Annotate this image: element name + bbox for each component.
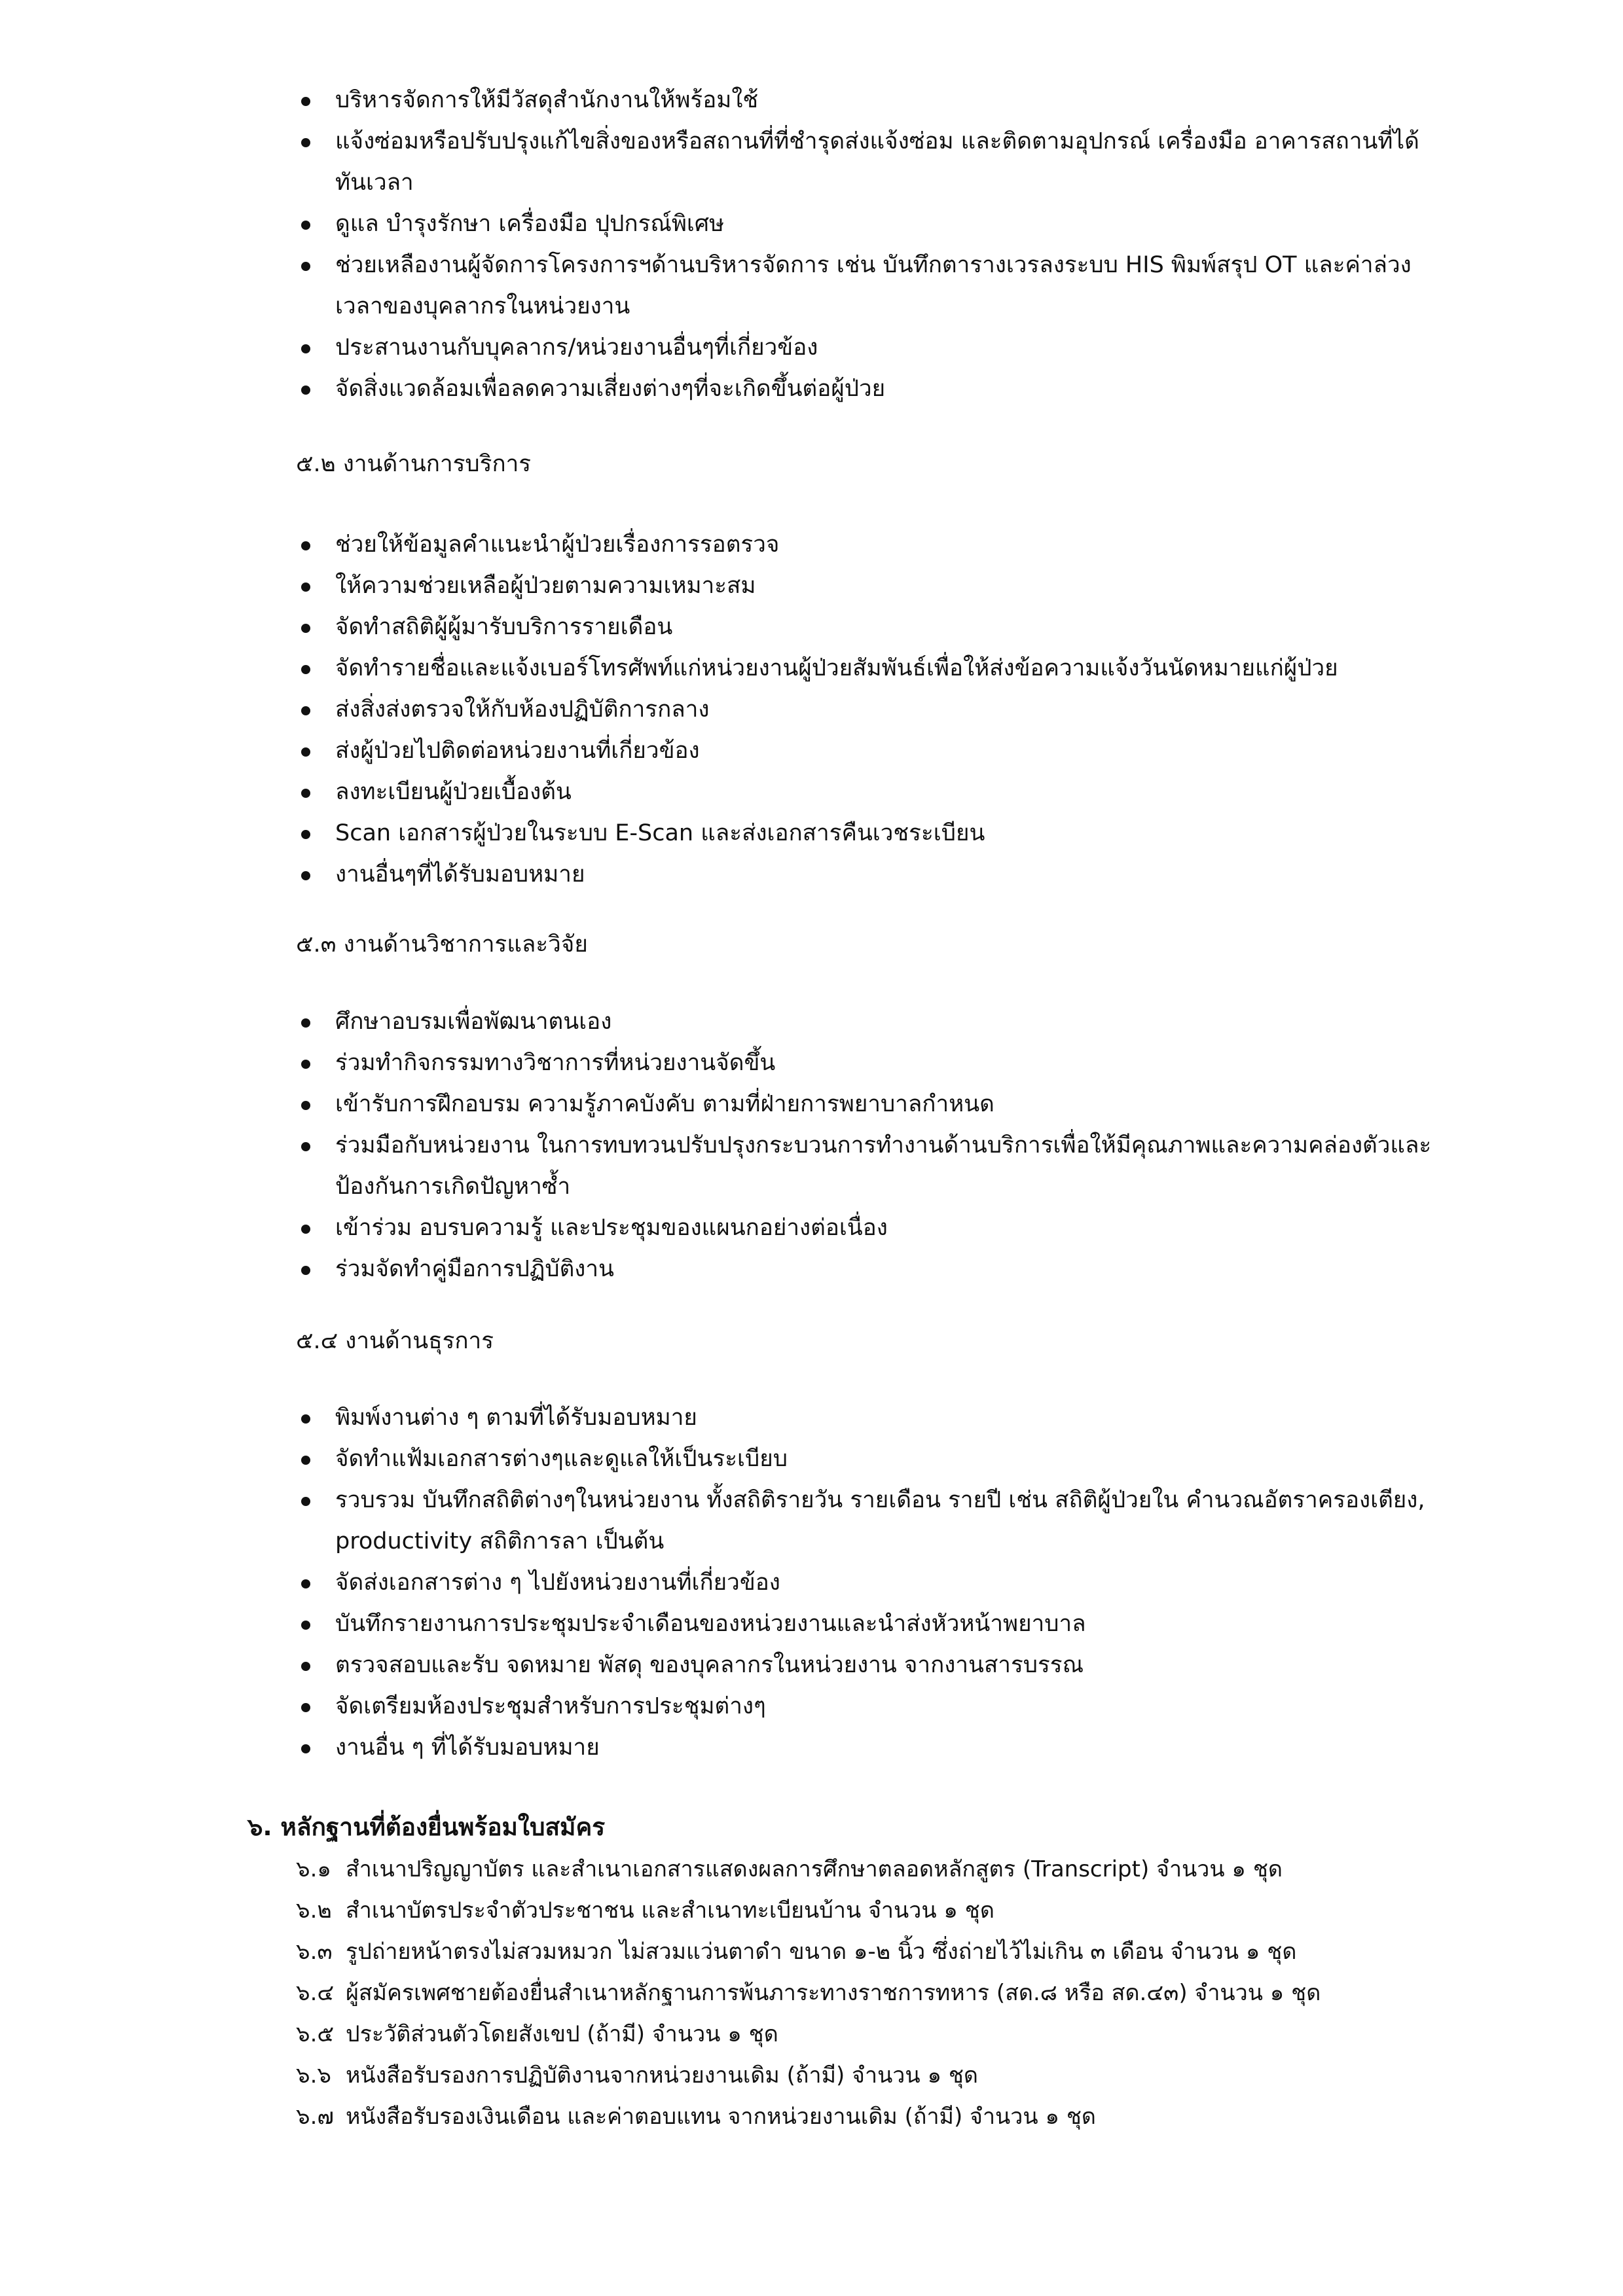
list-item: ส่งผู้ป่วยไปติดต่อหน่วยงานที่เกี่ยวข้อง [301,730,1440,772]
list-item: ร่วมทำกิจกรรมทางวิชาการที่หน่วยงานจัดขึ้น [301,1043,1440,1084]
duty-list-management [301,80,1440,410]
list-item [296,2096,1448,2138]
item-text: รูปถ่ายหน้าตรงไม่สวมหมวก ไม่สวมแว่นตาดำ ขนาด ๑-๒ นิ้ว ซึ่งถ่ายไว้ไม่เกิน ๓ เดือน จำนวน ๑ ชุด [346,1939,1297,1965]
item-text: หนังสือรับรองเงินเดือน และค่าตอบแทน จากหน่วยงานเดิม (ถ้ามี) จำนวน ๑ ชุด [346,2104,1096,2130]
list-item [296,1931,1448,1973]
duty-list-academic [301,1001,1440,1290]
list-item: ส่งสิ่งส่งตรวจให้กับห้องปฏิบัติการกลาง [301,689,1440,730]
list-item: พิมพ์งานต่าง ๆ ตามที่ได้รับมอบหมาย [301,1397,1440,1439]
list-item: ร่วมมือกับหน่วยงาน ในการทบทวนปรับปรุงกระบวนการทำงานด้านบริการเพื่อให้มีคุณภาพและความคล่องตัวและป้องกันการเกิดปัญหาซ้ำ [301,1125,1440,1208]
section-5-3-heading: ๕.๓ งานด้านวิชาการและวิจัย [296,931,588,958]
list-item: Scan เอกสารผู้ป่วยในระบบ E-Scan และส่งเอกสารคืนเวชระเบียน [301,813,1440,854]
item-text: ประวัติส่วนตัวโดยสังเขป (ถ้ามี) จำนวน ๑ ชุด [346,2021,778,2047]
item-text: ผู้สมัครเพศชายต้องยื่นสำเนาหลักฐานการพ้นภาระทางราชการทหาร (สด.๘ หรือ สด.๔๓) จำนวน ๑ ชุด [346,1980,1321,2006]
list-item: ประสานงานกับบุคลากร/หน่วยงานอื่นๆที่เกี่ยวข้อง [301,327,1440,368]
item-text: หนังสือรับรองการปฏิบัติงานจากหน่วยงานเดิม (ถ้ามี) จำนวน ๑ ชุด [346,2062,978,2089]
list-item: แจ้งซ่อมหรือปรับปรุงแก้ไขสิ่งของหรือสถานที่ที่ชำรุดส่งแจ้งซ่อม และติดตามอุปกรณ์ เครื่องมือ อาคารสถานที่ได้ทันเวลา [301,121,1440,204]
list-item: จัดทำสถิติผู้ผู้มารับบริการรายเดือน [301,607,1440,648]
list-item: จัดเตรียมห้องประชุมสำหรับการประชุมต่างๆ [301,1686,1440,1727]
list-item: งานอื่นๆที่ได้รับมอบหมาย [301,854,1440,895]
list-item [296,1890,1448,1931]
section-5-4-heading: ๕.๔ งานด้านธุรการ [296,1328,494,1354]
item-number: ๖.๖ [296,2062,331,2089]
duty-list-clerical [301,1397,1440,1768]
list-item: ศึกษาอบรมเพื่อพัฒนาตนเอง [301,1001,1440,1043]
list-item: ร่วมจัดทำคู่มือการปฏิบัติงาน [301,1249,1440,1290]
list-item: เข้ารับการฝึกอบรม ความรู้ภาคบังคับ ตามที่ฝ่ายการพยาบาลกำหนด [301,1084,1440,1125]
section-5-2-heading: ๕.๒ งานด้านการบริการ [296,451,532,477]
item-number: ๖.๕ [296,2021,335,2047]
item-text: สำเนาปริญญาบัตร และสำเนาเอกสารแสดงผลการศึกษาตลอดหลักสูตร (Transcript) จำนวน ๑ ชุด [346,1856,1283,1882]
list-item: บันทึกรายงานการประชุมประจำเดือนของหน่วยงานและนำส่งหัวหน้าพยาบาล [301,1604,1440,1645]
list-item: เข้าร่วม อบรบความรู้ และประชุมของแผนกอย่างต่อเนื่อง [301,1208,1440,1249]
list-item: จัดสิ่งแวดล้อมเพื่อลดความเสี่ยงต่างๆที่จะเกิดขึ้นต่อผู้ป่วย [301,368,1440,410]
list-item: รวบรวม บันทึกสถิติต่างๆในหน่วยงาน ทั้งสถิติรายวัน รายเดือน รายปี เช่น สถิติผู้ป่วยใน คำนวณอัตราครองเตียง, productivity สถิติการลา เป็นต้น [301,1480,1440,1562]
item-number: ๖.๓ [296,1939,333,1965]
required-documents-list [296,1849,1448,2138]
list-item [296,2014,1448,2055]
list-item: จัดทำรายชื่อและแจ้งเบอร์โทรศัพท์แก่หน่วยงานผู้ป่วยสัมพันธ์เพื่อให้ส่งข้อความแจ้งวันนัดหมายแก่ผู้ป่วย [301,648,1440,689]
section-6-heading: ๖. หลักฐานที่ต้องยื่นพร้อมใบสมัคร [247,1813,606,1841]
list-item: จัดส่งเอกสารต่าง ๆ ไปยังหน่วยงานที่เกี่ยวข้อง [301,1562,1440,1604]
item-text: สำเนาบัตรประจำตัวประชาชน และสำเนาทะเบียนบ้าน จำนวน ๑ ชุด [346,1897,994,1924]
list-item [296,2055,1448,2096]
list-item: จัดทำแฟ้มเอกสารต่างๆและดูแลให้เป็นระเบียบ [301,1439,1440,1480]
list-item [296,1973,1448,2014]
list-item: ลงทะเบียนผู้ป่วยเบื้องต้น [301,772,1440,813]
item-number: ๖.๒ [296,1897,332,1924]
list-item: บริหารจัดการให้มีวัสดุสำนักงานให้พร้อมใช้ [301,80,1440,121]
list-item: งานอื่น ๆ ที่ได้รับมอบหมาย [301,1727,1440,1768]
list-item: ช่วยให้ข้อมูลคำแนะนำผู้ป่วยเรื่องการรอตรวจ [301,524,1440,565]
list-item: ดูแล บำรุงรักษา เครื่องมือ ปุปกรณ์พิเศษ [301,204,1440,245]
list-item: ตรวจสอบและรับ จดหมาย พัสดุ ของบุคลากรในหน่วยงาน จากงานสารบรรณ [301,1645,1440,1686]
item-number: ๖.๔ [296,1980,335,2006]
list-item [296,1849,1448,1890]
list-item: ช่วยเหลืองานผู้จัดการโครงการฯด้านบริหารจัดการ เช่น บันทึกตารางเวรลงระบบ HIS พิมพ์สรุป OT และค่าล่วงเวลาของบุคลากรในหน่วยงาน [301,245,1440,327]
item-number: ๖.๗ [296,2104,334,2130]
item-number: ๖.๑ [296,1856,331,1882]
list-item: ให้ความช่วยเหลือผู้ป่วยตามความเหมาะสม [301,565,1440,607]
duty-list-service [301,524,1440,895]
